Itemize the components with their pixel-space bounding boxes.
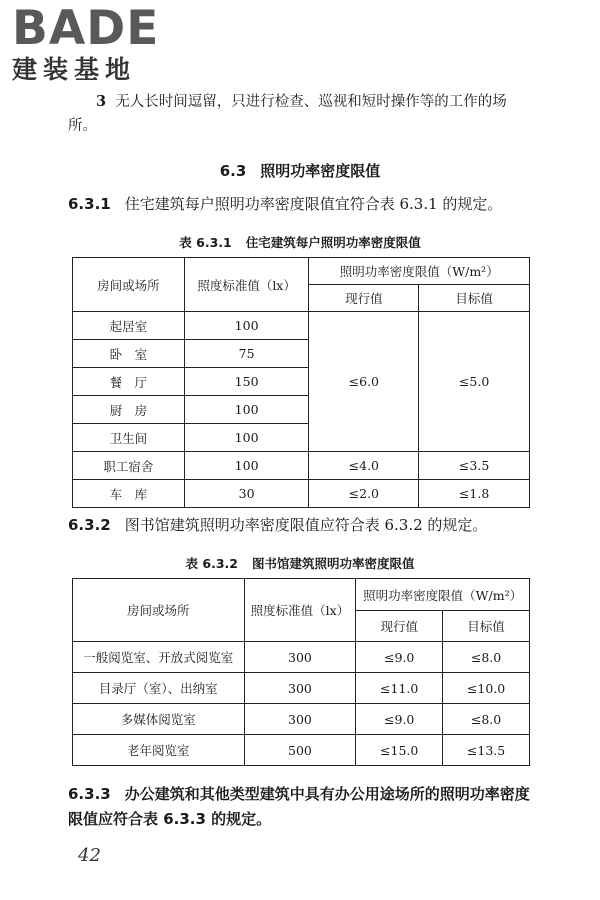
clause-number: 6.3.2 [68, 516, 111, 534]
table-6-3-1 [72, 257, 530, 508]
cell-current-merged: ≤6.0 [309, 312, 419, 452]
clause-text: 办公建筑和其他类型建筑中具有办公用途场所的照明功率密度限值应符合表 6.3.3 的规定。 [68, 785, 530, 828]
section-title: 照明功率密度限值 [260, 162, 381, 180]
header-lpd: 照明功率密度限值（W/m²） [309, 258, 530, 285]
cell-current: ≤11.0 [356, 673, 443, 704]
header-illuminance: 照度标准值（lx） [184, 258, 309, 312]
cell-lux: 100 [184, 396, 309, 424]
cell-room: 餐 厅 [73, 368, 185, 396]
table-row [73, 704, 530, 735]
cell-current: ≤15.0 [356, 735, 443, 766]
cell-target: ≤8.0 [443, 704, 530, 735]
header-room: 房间或场所 [73, 579, 245, 642]
table-row [73, 642, 530, 673]
publisher-logo [12, 1, 182, 89]
cell-room: 职工宿舍 [73, 452, 185, 480]
clause-text: 图书馆建筑照明功率密度限值应符合表 6.3.2 的规定。 [124, 516, 488, 534]
cell-room: 车 库 [73, 480, 185, 508]
table-row [73, 312, 530, 340]
table-caption-6-3-1 [0, 233, 600, 251]
header-target: 目标值 [419, 285, 530, 312]
cell-lux: 100 [184, 424, 309, 452]
table-row [73, 673, 530, 704]
cell-target: ≤1.8 [419, 480, 530, 508]
table-6-3-2 [72, 578, 530, 766]
cell-current: ≤9.0 [356, 642, 443, 673]
cell-lux: 30 [184, 480, 309, 508]
cell-lux: 100 [184, 312, 309, 340]
intro-item-3 [68, 90, 530, 138]
clause-6-3-3 [68, 782, 538, 832]
table-row [73, 735, 530, 766]
header-current: 现行值 [356, 611, 443, 642]
cell-room: 目录厅（室）、出纳室 [73, 673, 245, 704]
cell-target: ≤8.0 [443, 642, 530, 673]
cell-target: ≤13.5 [443, 735, 530, 766]
cell-lux: 500 [244, 735, 356, 766]
clause-number: 6.3.1 [68, 195, 111, 213]
header-illuminance: 照度标准值（lx） [244, 579, 356, 642]
cell-target: ≤3.5 [419, 452, 530, 480]
cell-current: ≤2.0 [309, 480, 419, 508]
cell-target: ≤10.0 [443, 673, 530, 704]
header-room: 房间或场所 [73, 258, 185, 312]
cell-room: 卧 室 [73, 340, 185, 368]
clause-number: 6.3.3 [68, 785, 111, 803]
logo-subtitle: 建装基地 [12, 55, 137, 84]
cell-current: ≤4.0 [309, 452, 419, 480]
cell-current: ≤9.0 [356, 704, 443, 735]
cell-room: 一般阅览室、开放式阅览室 [73, 642, 245, 673]
cell-lux: 300 [244, 704, 356, 735]
intro-item-number: 3 [96, 93, 107, 110]
page-number: 42 [78, 845, 101, 866]
cell-room: 厨 房 [73, 396, 185, 424]
cell-lux: 300 [244, 673, 356, 704]
section-heading [0, 160, 600, 181]
table-number: 表 6.3.1 [179, 235, 232, 250]
header-lpd: 照明功率密度限值（W/m²） [356, 579, 530, 611]
cell-room: 老年阅览室 [73, 735, 245, 766]
intro-item-text: 无人长时间逗留，只进行检查、巡视和短时操作等的工作的场所。 [68, 94, 507, 134]
cell-lux: 100 [184, 452, 309, 480]
table-row [73, 452, 530, 480]
cell-lux: 75 [184, 340, 309, 368]
logo-wordmark: BADE [12, 1, 160, 56]
table-caption-6-3-2 [0, 554, 600, 572]
section-number: 6.3 [219, 162, 247, 180]
clause-6-3-2 [68, 513, 538, 538]
cell-target-merged: ≤5.0 [419, 312, 530, 452]
clause-6-3-1 [68, 192, 538, 217]
table-number: 表 6.3.2 [185, 556, 238, 571]
table-title: 图书馆建筑照明功率密度限值 [251, 556, 415, 571]
table-title: 住宅建筑每户照明功率密度限值 [245, 235, 421, 250]
clause-text: 住宅建筑每户照明功率密度限值宜符合表 6.3.1 的规定。 [124, 195, 503, 213]
table-row [73, 480, 530, 508]
header-current: 现行值 [309, 285, 419, 312]
cell-room: 起居室 [73, 312, 185, 340]
cell-lux: 150 [184, 368, 309, 396]
cell-room: 卫生间 [73, 424, 185, 452]
header-target: 目标值 [443, 611, 530, 642]
cell-lux: 300 [244, 642, 356, 673]
cell-room: 多媒体阅览室 [73, 704, 245, 735]
